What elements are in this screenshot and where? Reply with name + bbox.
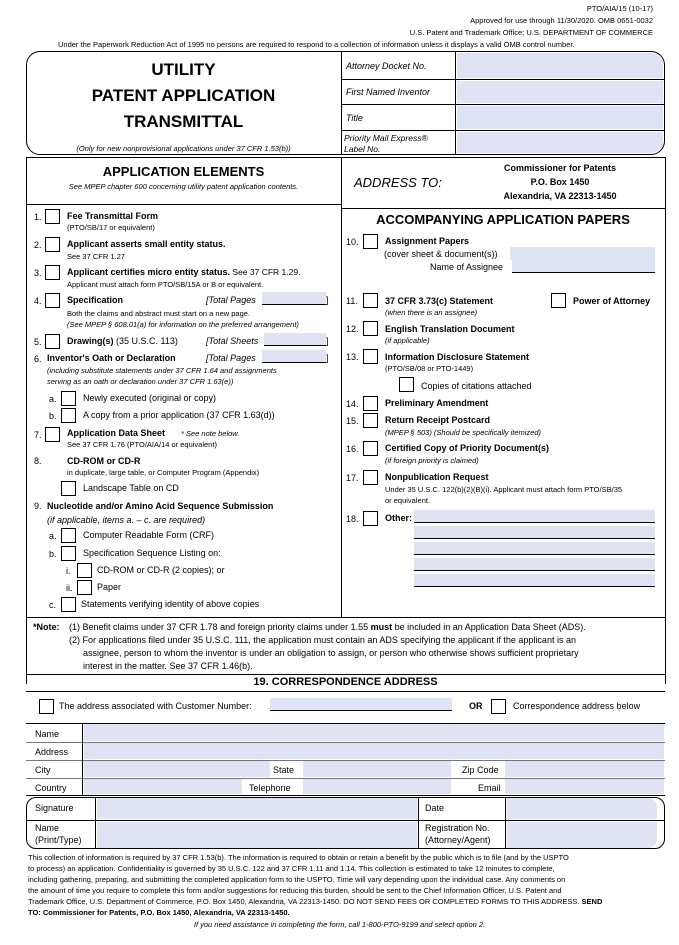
zip-label: Zip Code xyxy=(462,765,499,775)
item-10-number: 10. xyxy=(346,237,359,247)
address-line2: P.O. Box 1450 xyxy=(530,177,590,187)
oath-sub-1: (including substitute statements under 37 CFR 1.64 and assignments xyxy=(47,366,277,375)
note-line-3: assignee, person to whom the inventor is under an obligation to assign, or person who otherwise shows sufficient proprietary xyxy=(83,648,579,658)
return-receipt-sub: (MPEP § 503) (Should be specifically itemized) xyxy=(385,428,542,437)
item-7-checkbox[interactable] xyxy=(45,427,60,442)
priority-mail-input[interactable] xyxy=(457,132,663,153)
item-6b-letter: b. xyxy=(49,411,57,421)
nonpublication-sub-2: or equivalent. xyxy=(385,496,431,505)
item-9c-checkbox[interactable] xyxy=(61,597,76,612)
priority-mail-label-no: Label No. xyxy=(344,144,381,154)
email-input[interactable] xyxy=(505,779,664,794)
correspondence-below-checkbox[interactable] xyxy=(491,699,506,714)
item-18-checkbox[interactable] xyxy=(363,511,378,526)
first-inventor-label: First Named Inventor xyxy=(346,87,431,97)
micro-entity-label: Applicant certifies micro entity status. See 37 CFR 1.29. xyxy=(67,267,301,277)
attorney-docket-label: Attorney Docket No. xyxy=(346,61,427,71)
drawings-sheets-label: [Total Sheets xyxy=(206,336,259,346)
item-11-checkbox[interactable] xyxy=(363,293,378,308)
item-4-number: 4. xyxy=(34,296,42,306)
seq-listing-label: Specification Sequence Listing on: xyxy=(83,548,221,558)
item-7-number: 7. xyxy=(34,430,42,440)
application-elements-subheading: See MPEP chapter 600 concerning utility patent application contents. xyxy=(68,182,299,191)
form-id: PTO/AIA/15 (10-17) xyxy=(586,4,653,13)
bracket: ] xyxy=(326,336,329,346)
landscape-table-label: Landscape Table on CD xyxy=(83,483,179,493)
item-17-checkbox[interactable] xyxy=(363,470,378,485)
item-1-checkbox[interactable] xyxy=(45,209,60,224)
item-1-number: 1. xyxy=(34,212,42,222)
specification-label: Specification xyxy=(67,295,124,305)
signature-label: Signature xyxy=(35,803,74,813)
signature-input[interactable] xyxy=(97,798,417,819)
title-utility: UTILITY xyxy=(151,60,216,79)
item-3-checkbox[interactable] xyxy=(45,265,60,280)
ids-sub: (PTO/SB/08 or PTO-1449) xyxy=(385,364,474,373)
citations-label: Copies of citations attached xyxy=(421,381,532,391)
item-13-checkbox[interactable] xyxy=(363,349,378,364)
drawings-label: Drawing(s) (35 U.S.C. 113) xyxy=(67,336,178,346)
oath-pages-label: [Total Pages xyxy=(206,353,256,363)
prior-copy-label: A copy from a prior application (37 CFR 1.63(d)) xyxy=(83,410,275,420)
name-label: Name xyxy=(35,729,60,739)
item-9-number: 9. xyxy=(34,501,42,511)
sequence-label: Nucleotide and/or Amino Acid Sequence Submission xyxy=(47,501,274,511)
country-label: Country xyxy=(35,783,67,793)
email-label: Email xyxy=(478,783,501,793)
print-name-input[interactable] xyxy=(97,822,417,848)
item-13-number: 13. xyxy=(346,352,359,362)
registration-input[interactable] xyxy=(507,822,657,848)
other-label: Other: xyxy=(385,513,412,523)
item-16-checkbox[interactable] xyxy=(363,441,378,456)
title-input[interactable] xyxy=(457,106,663,129)
item-9bi-checkbox[interactable] xyxy=(77,563,92,578)
crf-label: Computer Readable Form (CRF) xyxy=(83,530,215,540)
item-15-checkbox[interactable] xyxy=(363,413,378,428)
title-note: (Only for new nonprovisional applications under 37 CFR 1.53(b)) xyxy=(76,144,291,153)
item-6b-checkbox[interactable] xyxy=(61,408,76,423)
item-5-checkbox[interactable] xyxy=(45,334,60,349)
translation-label: English Translation Document xyxy=(385,324,515,334)
cdrom-copies-label: CD-ROM or CD-R (2 copies); or xyxy=(97,565,225,575)
priority-document-sub: (if foreign priority is claimed) xyxy=(385,456,479,465)
burden-line-4: the amount of time you require to complete this form and/or suggestions for reducing this burden, should be sent to the Chief Information Officer, U.S. Patent and xyxy=(28,886,562,895)
oath-sub-2: serving as an oath or declaration under 37 CFR 1.63(e)) xyxy=(47,377,234,386)
fee-transmittal-sub: (PTO/SB/17 or equivalent) xyxy=(67,223,155,232)
item-18-number: 18. xyxy=(346,514,359,524)
specification-sub-1: Both the claims and abstract must start on a new page. xyxy=(67,309,251,318)
customer-number-label: The address associated with Customer Number: xyxy=(59,701,252,711)
note-label: *Note: xyxy=(33,622,60,632)
note-line-4: interest in the matter. See 37 CFR 1.46(b). xyxy=(83,661,253,671)
item-17-number: 17. xyxy=(346,473,359,483)
name-input[interactable] xyxy=(84,724,664,741)
ads-note: * See note below. xyxy=(181,429,240,438)
note-line-1: (1) Benefit claims under 37 CFR 1.78 and foreign priority claims under 1.55 must be included in an Application Data Sheet (ADS). xyxy=(69,622,586,632)
small-entity-sub: See 37 CFR 1.27 xyxy=(67,252,125,261)
paperwork-notice: Under the Paperwork Reduction Act of 1995 no persons are required to respond to a collection of information unless it displays a valid OMB control number. xyxy=(58,40,575,49)
customer-number-checkbox[interactable] xyxy=(39,699,54,714)
specification-sub-2: (See MPEP § 608.01(a) for information on the preferred arrangement) xyxy=(67,320,299,329)
item-14-number: 14. xyxy=(346,399,359,409)
item-9bii-letter: ii. xyxy=(66,583,73,593)
burden-line-5: Trademark Office, U.S. Department of Commerce, P.O. Box 1450, Alexandria, VA 22313-1450. DO NOT SEND FEES OR COMPLETED FORMS TO THIS ADDRESS. SEND xyxy=(28,897,603,906)
item-14-checkbox[interactable] xyxy=(363,396,378,411)
title-transmittal: TRANSMITTAL xyxy=(123,112,244,131)
item-11-number: 11. xyxy=(346,296,358,306)
power-of-attorney-label: Power of Attorney xyxy=(573,296,651,306)
landscape-table-checkbox[interactable] xyxy=(61,481,76,496)
burden-line-3: including gathering, preparing, and submitting the completed application form to the USPTO. Time will vary depending upon the individual case. Any comments on xyxy=(28,875,566,884)
item-16-number: 16. xyxy=(346,444,359,454)
ids-label: Information Disclosure Statement xyxy=(385,352,530,362)
cdrom-sub: in duplicate, large table, or Computer Program (Appendix) xyxy=(67,468,260,477)
item-15-number: 15. xyxy=(346,416,359,426)
item-5-number: 5. xyxy=(34,337,42,347)
attorney-docket-input[interactable] xyxy=(457,53,663,78)
print-name-sublabel: (Print/Type) xyxy=(35,835,82,845)
item-12-checkbox[interactable] xyxy=(363,321,378,336)
assignee-label: Name of Assignee xyxy=(430,262,504,272)
small-entity-label: Applicant asserts small entity status. xyxy=(67,239,226,249)
first-inventor-input[interactable] xyxy=(457,81,663,103)
item-9bii-checkbox[interactable] xyxy=(77,580,92,595)
item-6-number: 6. xyxy=(34,354,42,364)
cfr-statement-label: 37 CFR 3.73(c) Statement xyxy=(385,296,494,306)
cdrom-label: CD-ROM or CD-R xyxy=(67,456,141,466)
or-label: OR xyxy=(469,701,483,711)
state-label: State xyxy=(273,765,295,775)
item-9a-checkbox[interactable] xyxy=(61,528,76,543)
address-input[interactable] xyxy=(84,743,664,759)
application-elements-heading: APPLICATION ELEMENTS xyxy=(102,164,265,179)
country-input[interactable] xyxy=(84,779,242,794)
address-line3: Alexandria, VA 22313-1450 xyxy=(503,191,617,201)
address-label: Address xyxy=(35,747,69,757)
sequence-sub: (if applicable, items a. – c. are required) xyxy=(47,515,206,525)
item-12-number: 12. xyxy=(346,324,359,334)
nonpublication-label: Nonpublication Request xyxy=(385,472,489,482)
telephone-label: Telephone xyxy=(249,783,291,793)
nonpublication-sub-1: Under 35 U.S.C. 122(b)(2)(B)(i). Applicant must attach form PTO/SB/35 xyxy=(385,485,623,494)
burden-line-1: This collection of information is required by 37 CFR 1.53(b). The information is required to obtain or retain a benefit by the public which is to file (and by the USPTO xyxy=(28,853,569,862)
accompanying-papers-heading: ACCOMPANYING APPLICATION PAPERS xyxy=(376,212,630,227)
item-10-checkbox[interactable] xyxy=(363,234,378,249)
item-2-checkbox[interactable] xyxy=(45,237,60,252)
address-to-label: ADDRESS TO: xyxy=(354,175,442,190)
cfr-statement-sub: (when there is an assignee) xyxy=(385,308,478,317)
paper-label: Paper xyxy=(97,582,122,592)
oath-declaration-label: Inventor's Oath or Declaration xyxy=(47,353,176,363)
item-6a-letter: a. xyxy=(49,394,57,404)
assignment-label: Assignment Papers xyxy=(385,236,470,246)
verify-statement-label: Statements verifying identity of above copies xyxy=(81,599,260,609)
correspondence-heading: 19. CORRESPONDENCE ADDRESS xyxy=(253,676,438,688)
priority-document-label: Certified Copy of Priority Document(s) xyxy=(385,443,550,453)
priority-mail-label: Priority Mail Express® xyxy=(344,133,428,143)
state-input[interactable] xyxy=(303,761,451,777)
assignment-cover-input[interactable] xyxy=(510,247,655,260)
item-4-checkbox[interactable] xyxy=(45,293,60,308)
preliminary-amendment-label: Preliminary Amendment xyxy=(385,398,489,408)
bracket: ] xyxy=(326,353,329,363)
ads-sub: See 37 CFR 1.76 (PTO/AIA/14 or equivalent) xyxy=(67,440,217,449)
city-input[interactable] xyxy=(84,761,270,777)
city-label: City xyxy=(35,765,51,775)
telephone-input[interactable] xyxy=(303,779,451,794)
burden-line-6: TO: Commissioner for Patents, P.O. Box 1450, Alexandria, VA 22313-1450. xyxy=(28,908,290,917)
note-line-2: (2) For applications filed under 35 U.S.C. 111, the application must contain an ADS specifying the applicant if the applicant is an xyxy=(69,635,576,645)
burden-line-2: to process) an application. Confidentiality is governed by 35 U.S.C. 122 and 37 CFR 1.11 and 1.14. This collection is estimated to take 12 minutes to complete, xyxy=(28,864,555,873)
item-6a-checkbox[interactable] xyxy=(61,391,76,406)
item-9a-letter: a. xyxy=(49,531,57,541)
specification-pages-label: [Total Pages xyxy=(206,295,256,305)
item-3-number: 3. xyxy=(34,268,42,278)
item-9c-letter: c. xyxy=(49,600,57,610)
translation-sub: (if applicable) xyxy=(385,336,430,345)
address-line1: Commissioner for Patents xyxy=(503,163,617,173)
power-of-attorney-checkbox[interactable] xyxy=(551,293,566,308)
registration-label: Registration No. xyxy=(425,823,490,833)
registration-sublabel: (Attorney/Agent) xyxy=(425,835,491,845)
item-9b-letter: b. xyxy=(49,549,57,559)
assignment-sub: (cover sheet & document(s)) xyxy=(384,249,498,259)
item-2-number: 2. xyxy=(34,240,42,250)
date-input[interactable] xyxy=(507,798,657,819)
title-patent-application: PATENT APPLICATION xyxy=(91,86,276,105)
date-label: Date xyxy=(425,803,445,813)
citations-checkbox[interactable] xyxy=(399,377,414,392)
zip-input[interactable] xyxy=(505,761,664,777)
item-9b-checkbox[interactable] xyxy=(61,546,76,561)
omb-approval: Approved for use through 11/30/2020. OMB 0651-0032 xyxy=(470,16,653,25)
ads-label: Application Data Sheet xyxy=(67,428,166,438)
micro-entity-sub: Applicant must attach form PTO/SB/15A or B or equivalent. xyxy=(67,280,264,289)
bracket: ] xyxy=(326,295,329,305)
correspondence-below-label: Correspondence address below xyxy=(513,701,641,711)
item-9bi-letter: i. xyxy=(66,566,71,576)
assistance-line: If you need assistance in completing the form, call 1-800-PTO-9199 and select option 2. xyxy=(193,920,486,929)
agency-line: U.S. Patent and Trademark Office; U.S. DEPARTMENT OF COMMERCE xyxy=(409,28,653,37)
item-8-number: 8. xyxy=(34,456,42,466)
print-name-label: Name xyxy=(35,823,60,833)
fee-transmittal-label: Fee Transmittal Form xyxy=(67,211,159,221)
return-receipt-label: Return Receipt Postcard xyxy=(385,415,491,425)
title-label: Title xyxy=(346,113,363,123)
newly-executed-label: Newly executed (original or copy) xyxy=(83,393,217,403)
